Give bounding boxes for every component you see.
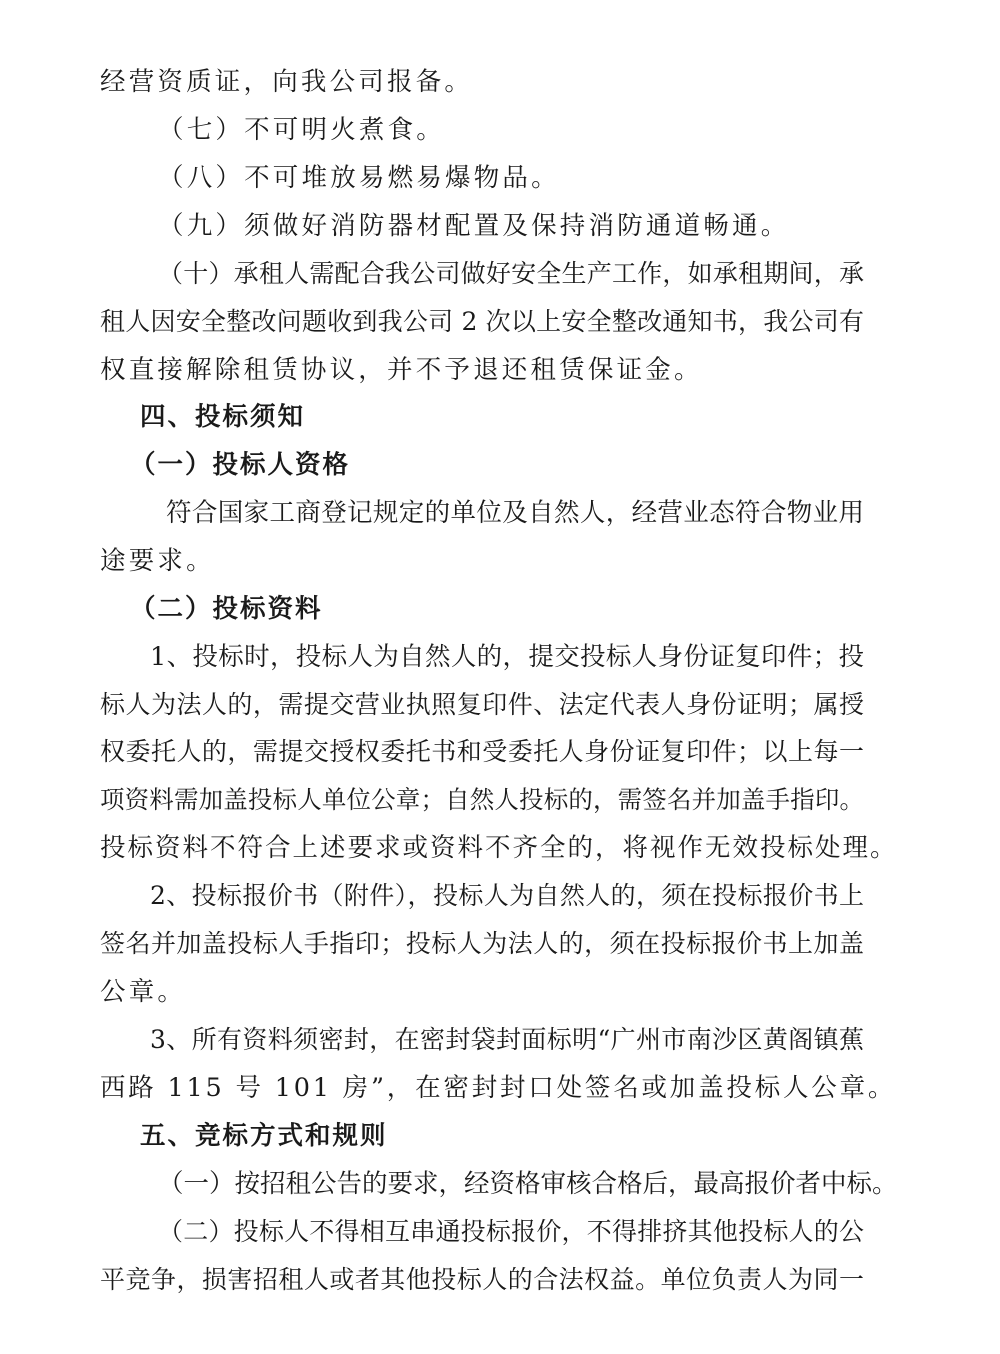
list-item-9: （九）须做好消防器材配置及保持消防通道畅通。 [158,211,790,241]
numbered-item-2: 2、投标报价书（附件），投标人为自然人的，须在投标报价书上 [150,881,864,910]
list-item-7: （七）不可明火煮食。 [158,115,446,145]
subsection-heading: （一）投标人资格 [130,450,351,480]
paragraph-line: 公章。 [100,977,187,1007]
numbered-item-1: 1、投标时，投标人为自然人的，提交投标人身份证复印件；投 [150,642,864,672]
list-item-8: （八）不可堆放易燃易爆物品。 [158,163,560,193]
paragraph-line: 项资料需加盖投标人单位公章；自然人投标的，需签名并加盖手指印。 [100,785,864,814]
numbered-item-3: 3、所有资料须密封，在密封袋封面标明“广州市南沙区黄阁镇蕉 [150,1025,864,1054]
paragraph-line: 平竞争，损害招租人或者其他投标人的合法权益。单位负责人为同一 [100,1265,864,1294]
paragraph-line: 途要求。 [100,546,215,576]
rule-item-2: （二）投标人不得相互串通投标报价，不得排挤其他投标人的公 [158,1217,864,1246]
paragraph-line: 租人因安全整改问题收到我公司 2 次以上安全整改通知书，我公司有 [100,307,864,336]
paragraph-line: 投标资料不符合上述要求或资料不齐全的，将视作无效投标处理。 [100,833,898,863]
paragraph-line: 经营资质证，向我公司报备。 [100,67,474,97]
paragraph-line: 标人为法人的，需提交营业执照复印件、法定代表人身份证明；属授 [100,690,864,719]
rule-item-1: （一）按招租公告的要求，经资格审核合格后，最高报价者中标。 [158,1169,898,1199]
section-heading-4: 四、投标须知 [140,402,306,432]
subsection-heading: （二）投标资料 [130,594,323,624]
paragraph-line: 权委托人的，需提交授权委托书和受委托人身份证复印件；以上每一 [100,737,864,766]
paragraph-line: 权直接解除租赁协议，并不予退还租赁保证金。 [100,355,703,385]
list-item-10: （十）承租人需配合我公司做好安全生产工作，如承租期间，承 [158,259,864,288]
paragraph-line: 符合国家工商登记规定的单位及自然人，经营业态符合物业用 [166,498,864,528]
section-heading-5: 五、竞标方式和规则 [140,1121,388,1151]
paragraph-line: 签名并加盖投标人手指印；投标人为法人的，须在投标报价书上加盖 [100,929,864,958]
paragraph-line: 西路 115 号 101 房”，在密封封口处签名或加盖投标人公章。 [100,1073,897,1103]
